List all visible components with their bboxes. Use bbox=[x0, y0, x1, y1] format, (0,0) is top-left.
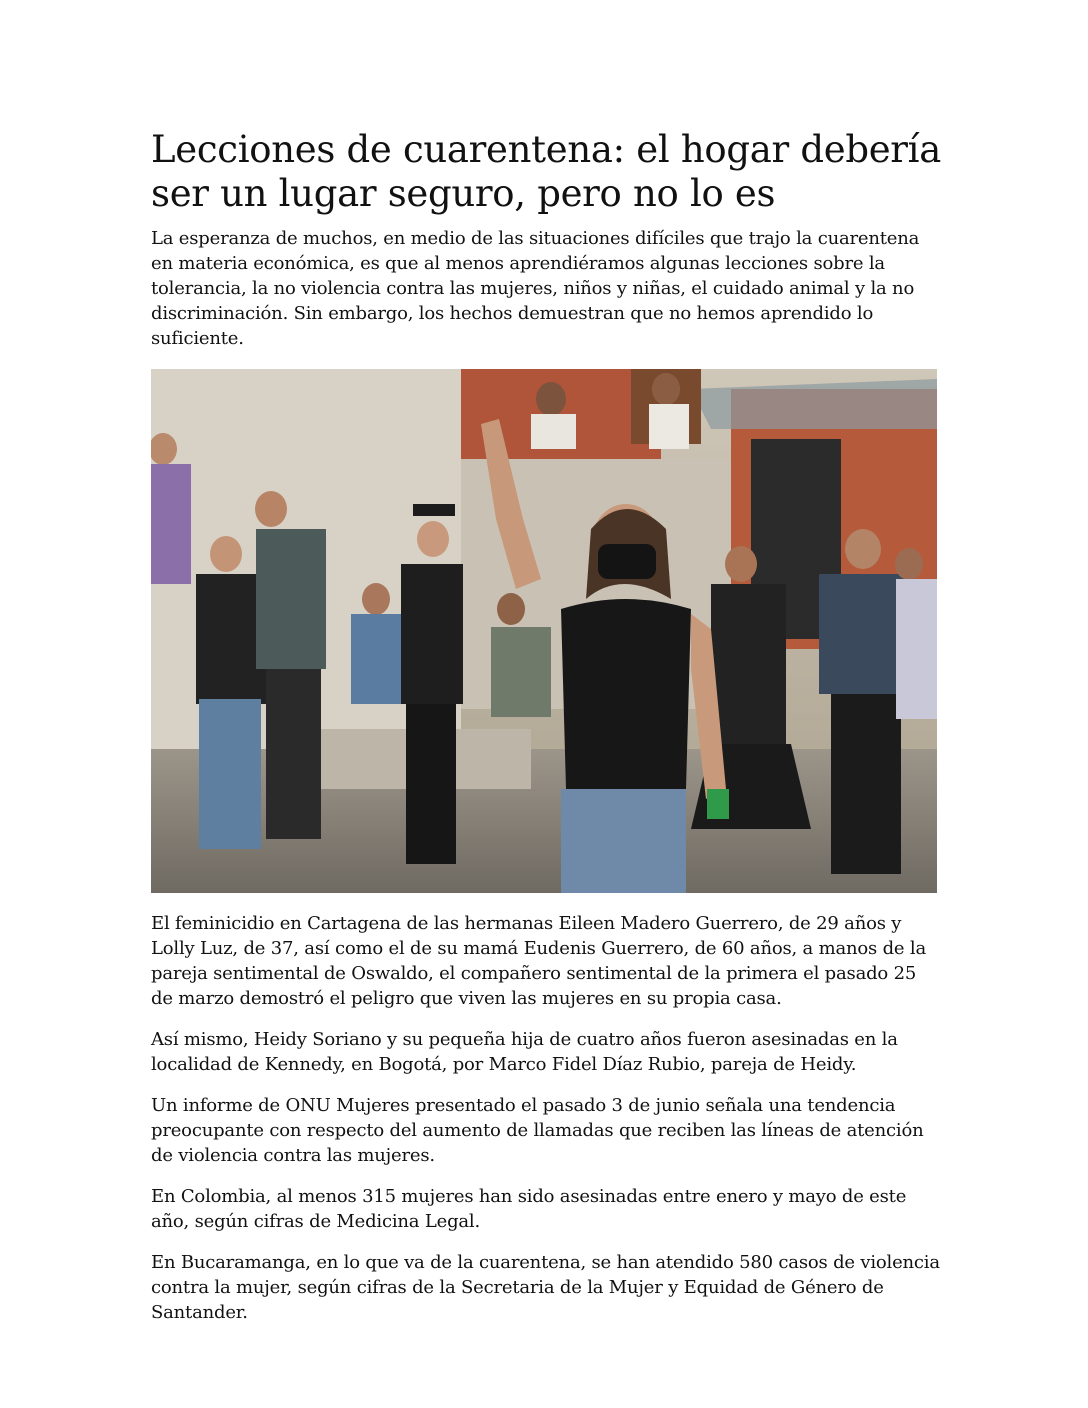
article-title: Lecciones de cuarentena: el hogar debería ser un lugar seguro, pero no lo es bbox=[151, 128, 941, 215]
article bbox=[151, 128, 941, 1325]
article-paragraph: Así mismo, Heidy Soriano y su pequeña hija de cuatro años fueron asesinadas en la localidad de Kennedy, en Bogotá, por Marco Fidel Díaz Rubio, pareja de Heidy. bbox=[151, 1029, 898, 1075]
article-photo bbox=[151, 369, 937, 893]
article-paragraph: El feminicidio en Cartagena de las hermanas Eileen Madero Guerrero, de 29 años y Lolly Luz, de 37, así como el de su mamá Eudenis Guerrero, de 60 años, a manos de la pareja sentimental de Oswaldo, el compañero sentimental de la primera el pasado 25 de marzo demostró el peligro que viven las mujeres en su propia casa. bbox=[151, 913, 926, 1009]
protest-photo-illustration bbox=[151, 369, 937, 893]
article-paragraph: Un informe de ONU Mujeres presentado el pasado 3 de junio señala una tendencia preocupante con respecto del aumento de llamadas que reciben las líneas de atención de violencia contra las mujeres. bbox=[151, 1095, 924, 1166]
article-paragraph: En Colombia, al menos 315 mujeres han sido asesinadas entre enero y mayo de este año, según cifras de Medicina Legal. bbox=[151, 1186, 907, 1232]
article-paragraph: En Bucaramanga, en lo que va de la cuarentena, se han atendido 580 casos de violencia contra la mujer, según cifras de la Secretaria de la Mujer y Equidad de Género de Santander. bbox=[151, 1252, 940, 1323]
article-lead: La esperanza de muchos, en medio de las situaciones difíciles que trajo la cuarentena en materia económica, es que al menos aprendiéramos algunas lecciones sobre la tolerancia, la no violencia contra las mujeres, niños y niñas, el cuidado animal y la no discriminación. Sin embargo, los hechos demuestran que no hemos aprendido lo suficiente. bbox=[151, 228, 920, 349]
